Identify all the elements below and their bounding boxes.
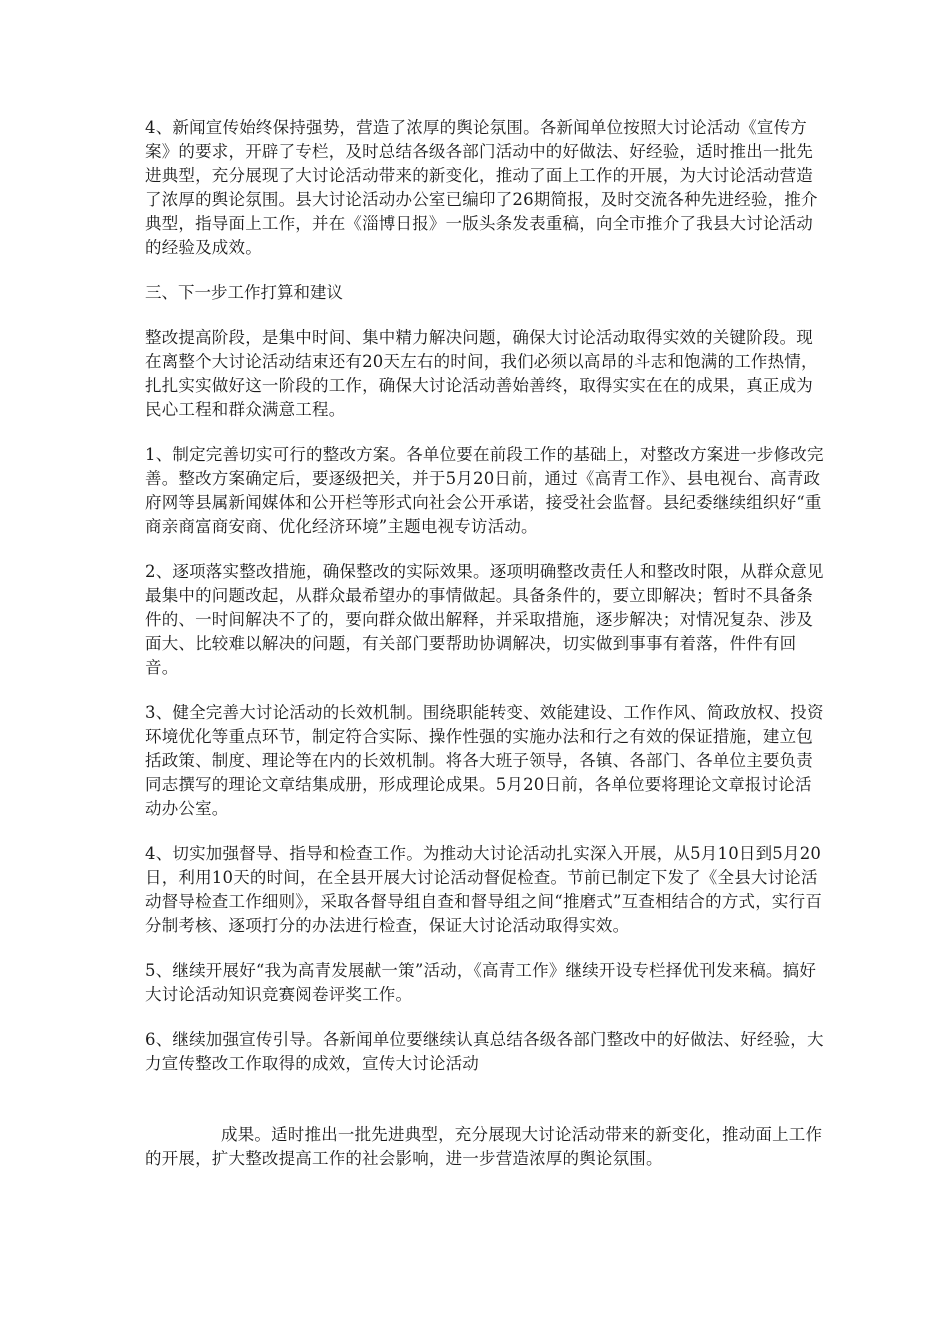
paragraph-item-4: 4、切实加强督导、指导和检查工作。为推动大讨论活动扎实深入开展，从5月10日到5月20日，利用10天的时间，在全县开展大讨论活动督促检查。节前已制定下发了《全县大讨论活动督导检查工作细则》，采取各督导组自查和督导组之间“推磨式”互查相结合的方式，实行百分制考核、逐项打分的办法进行检查，保证大讨论活动取得实效。 — [145, 844, 823, 935]
paragraph-item-1: 1、制定完善切实可行的整改方案。各单位要在前段工作的基础上，对整改方案进一步修改完善。整改方案确定后，要逐级把关，并于5月20日前，通过《高青工作》、县电视台、高青政府网等县属新闻媒体和公开栏等形式向社会公开承诺，接受社会监督。县纪委继续组织好“重商亲商富商安商、优化经济环境”主题电视专访活动。 — [145, 445, 824, 536]
document-page — [145, 116, 825, 1192]
paragraph-continuation: 成果。适时推出一批先进典型，充分展现大讨论活动带来的新变化，推动面上工作的开展，扩大整改提高工作的社会影响，进一步营造浓厚的舆论氛围。 — [145, 1125, 823, 1168]
spacer — [145, 1097, 825, 1123]
paragraph-rectification-stage: 整改提高阶段，是集中时间、集中精力解决问题，确保大讨论活动取得实效的关键阶段。现在离整个大讨论活动结束还有20天左右的时间，我们必须以高昂的斗志和饱满的工作热情，扎扎实实做好这一阶段的工作，确保大讨论活动善始善终，取得实实在在的成果，真正成为民心工程和群众满意工程。 — [145, 328, 818, 419]
section-heading: 三、下一步工作打算和建议 — [145, 283, 343, 302]
paragraph-item-6: 6、继续加强宣传引导。各新闻单位要继续认真总结各级各部门整改中的好做法、好经验，大力宣传整改工作取得的成效，宣传大讨论活动 — [145, 1030, 824, 1073]
paragraph-item-2: 2、逐项落实整改措施，确保整改的实际效果。逐项明确整改责任人和整改时限，从群众意见最集中的问题改起，从群众最希望办的事情做起。具备条件的，要立即解决；暂时不具备条件的、一时间解决不了的，要向群众做出解释，并采取措施，逐步解决；对情况复杂、涉及面大、比较难以解决的问题，有关部门要帮助协调解决，切实做到事事有着落，件件有回音。 — [145, 562, 824, 677]
paragraph-news-publicity: 4、新闻宣传始终保持强势，营造了浓厚的舆论氛围。各新闻单位按照大讨论活动《宣传方案》的要求，开辟了专栏，及时总结各级各部门活动中的好做法、好经验，适时推出一批先进典型，充分展现了大讨论活动带来的新变化，推动了面上工作的开展，为大讨论活动营造了浓厚的舆论氛围。县大讨论活动办公室已编印了26期简报，及时交流各种先进经验，推介典型，指导面上工作，并在《淄博日报》一版头条发表重稿，向全市推介了我县大讨论活动的经验及成效。 — [145, 118, 818, 257]
paragraph-item-3: 3、健全完善大讨论活动的长效机制。围绕职能转变、效能建设、工作作风、简政放权、投资环境优化等重点环节，制定符合实际、操作性强的实施办法和行之有效的保证措施，建立包括政策、制度、理论等在内的长效机制。将各大班子领导，各镇、各部门、各单位主要负责同志撰写的理论文章结集成册，形成理论成果。5月20日前，各单位要将理论文章报讨论活动办公室。 — [145, 703, 824, 818]
paragraph-item-5: 5、继续开展好“我为高青发展献一策”活动，《高青工作》继续开设专栏择优刊发来稿。搞好大讨论活动知识竞赛阅卷评奖工作。 — [145, 961, 817, 1004]
